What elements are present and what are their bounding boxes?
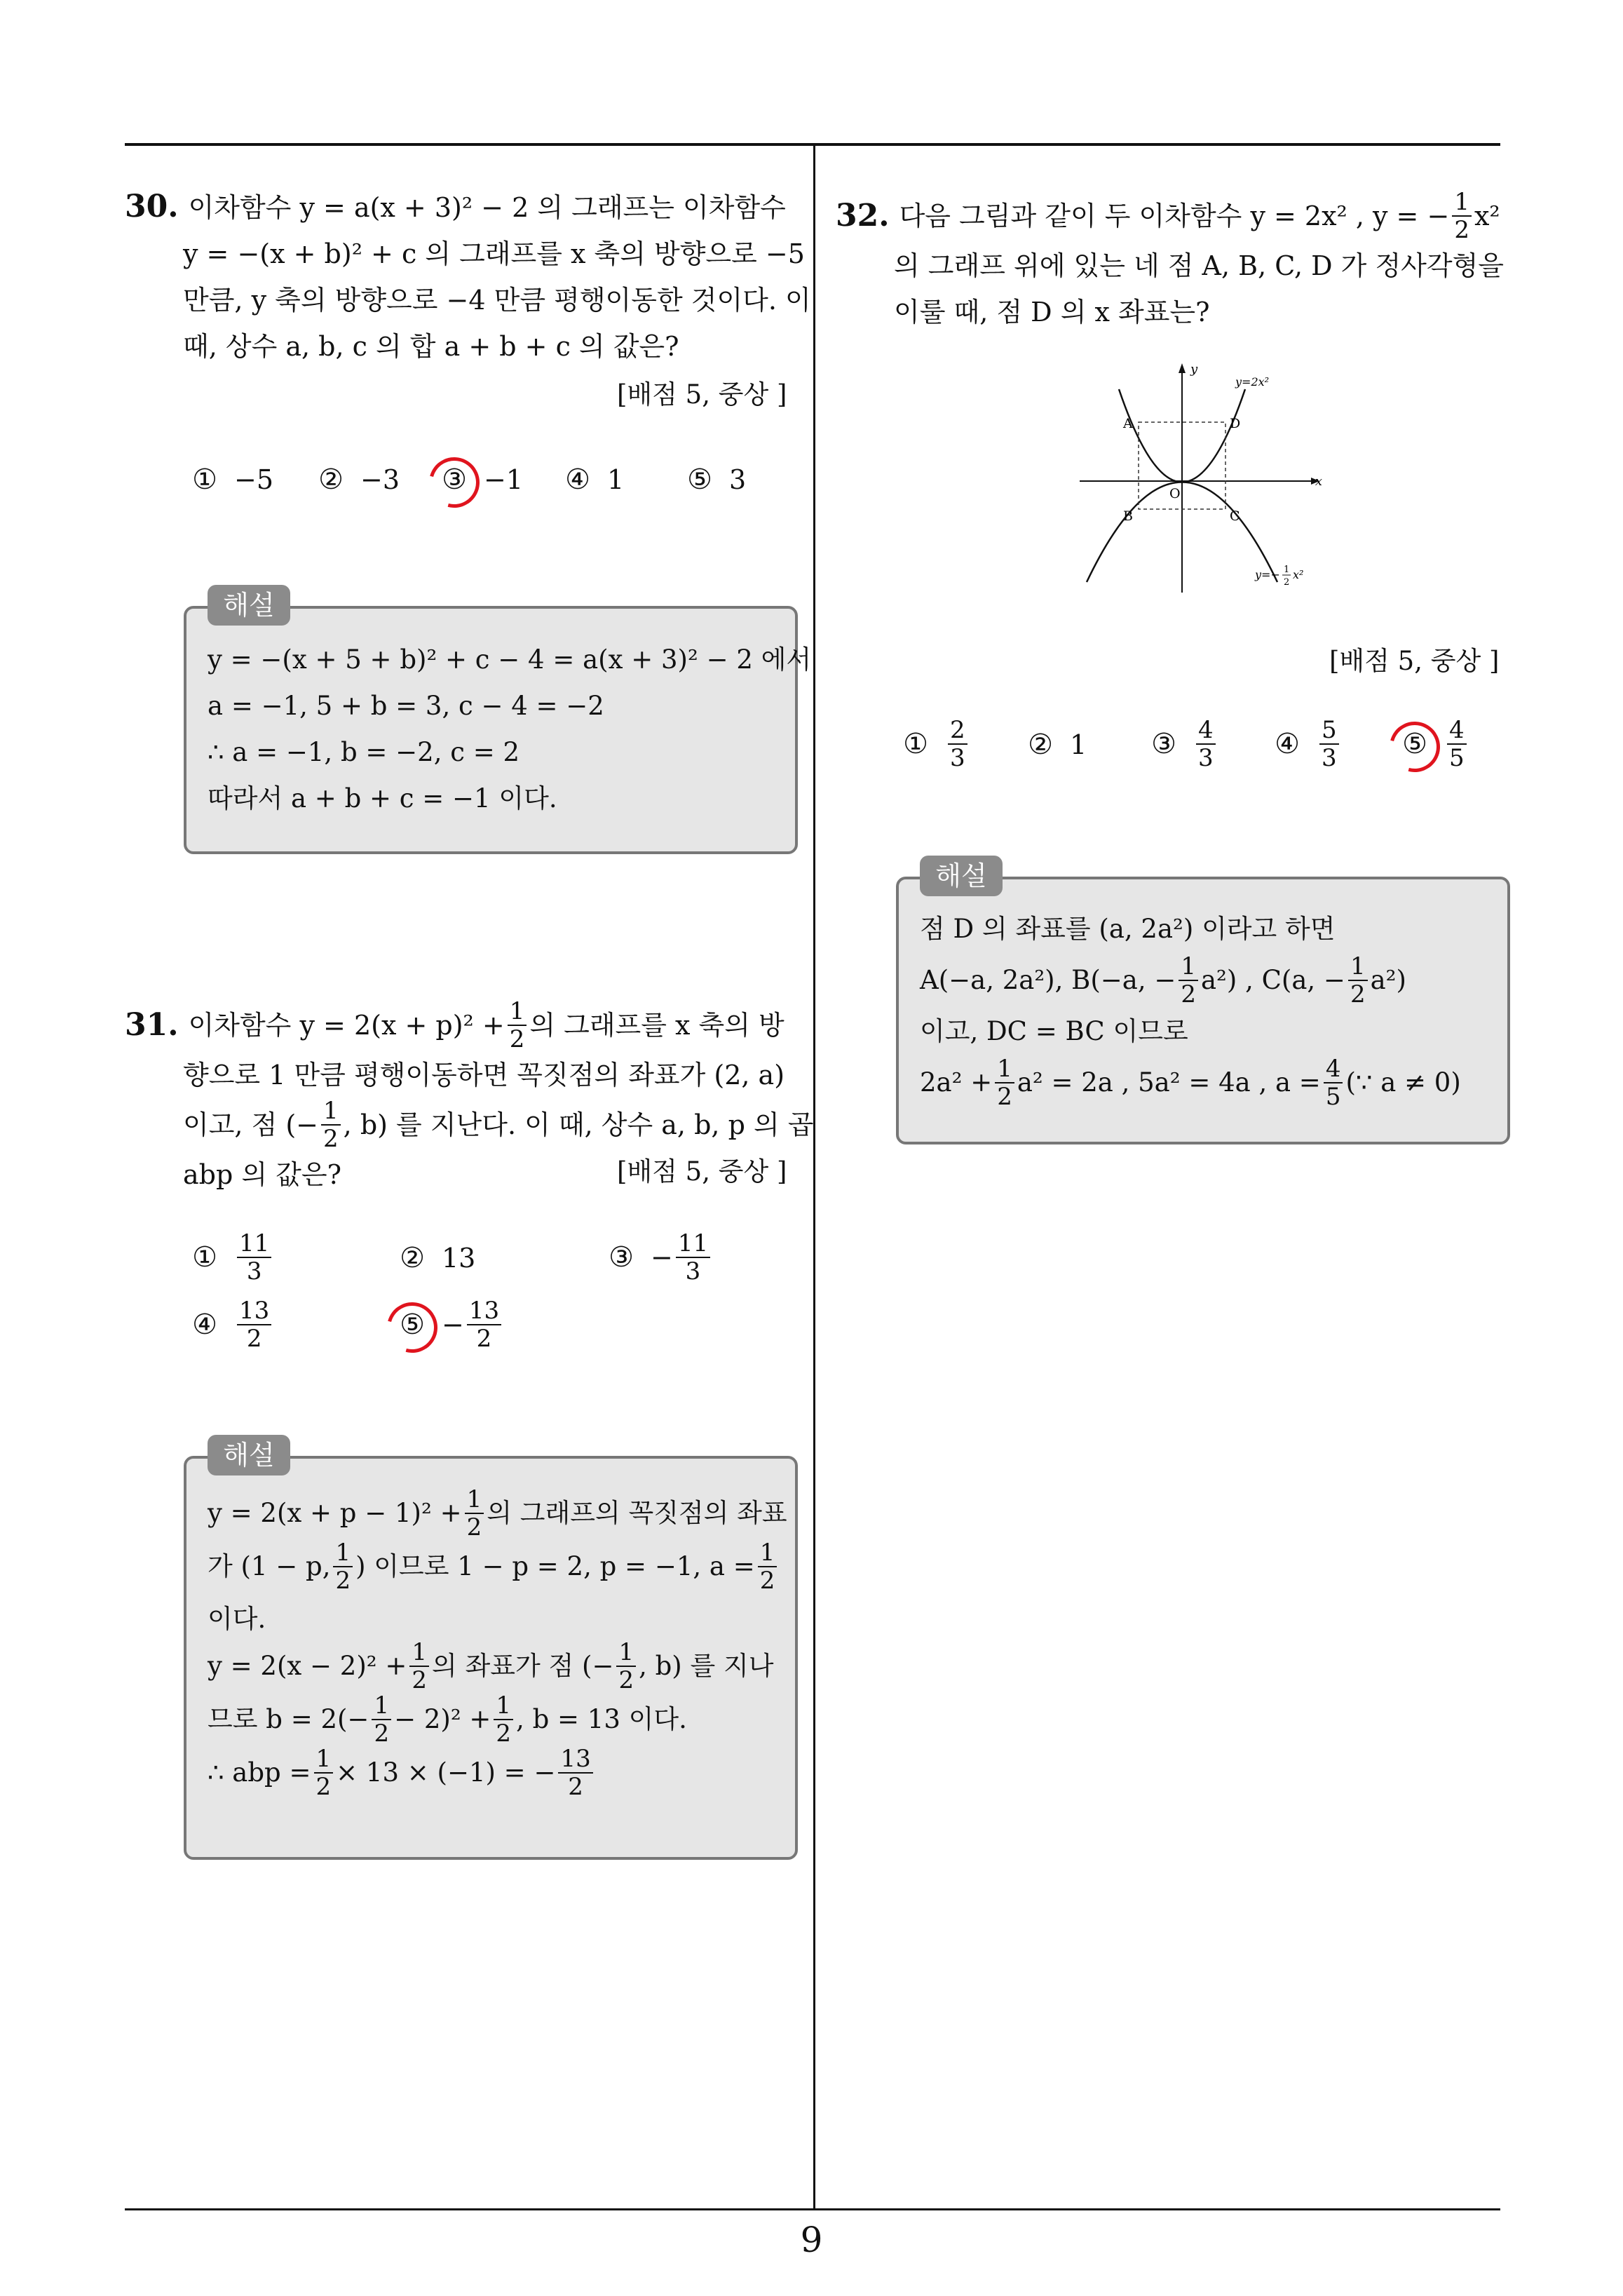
choice-number: ① [903, 728, 928, 760]
question-text-line: 때, 상수 a, b, c 의 합 a + b + c 의 값은? [183, 331, 679, 362]
lower-curve-label: y=− [1255, 568, 1280, 581]
solution-tab: 해설 [920, 856, 1003, 896]
fraction: $\frac{1}{2}$ [508, 998, 527, 1053]
solution-box-30 [184, 606, 812, 854]
choice-number: ④ [192, 1309, 217, 1341]
choice-1[interactable] [189, 464, 273, 495]
lower-label-frac-num: 1 [1284, 565, 1290, 575]
question-number: 31. [125, 1007, 179, 1043]
choices-32 [900, 717, 1489, 794]
point-B-label: B [1123, 508, 1133, 524]
choice-number: ③ [609, 1241, 634, 1274]
point-C-label: C [1230, 508, 1240, 524]
choice-4[interactable] [562, 464, 624, 495]
solution-line: y = −(x + 5 + b)² + c − 4 = a(x + 3)² − 2 에서 [208, 644, 812, 675]
choice-value: −5 [234, 464, 274, 495]
solution-line: ∴ a = −1, b = −2, c = 2 [208, 737, 520, 767]
solution-line: 따라서 a + b + c = −1 이다. [208, 783, 557, 813]
question-30 [125, 184, 811, 370]
choice-value: 1 [607, 464, 625, 495]
score-label: [배점 5, 중상 ] [617, 1156, 787, 1187]
question-number: 32. [836, 198, 890, 234]
choice-1[interactable]: ① $\frac{11}{3}$ [189, 1230, 274, 1285]
marked-answer-circle: ⑤ [1399, 729, 1430, 759]
lower-label-x2: x² [1293, 568, 1304, 581]
bottom-rule [125, 2208, 1500, 2210]
point-A-label: A [1123, 416, 1133, 431]
question-text-line: 만큼, y 축의 방향으로 −4 만큼 평행이동한 것이다. 이 [183, 285, 811, 316]
choice-2[interactable] [397, 1243, 475, 1274]
marked-answer-circle: ③ [439, 464, 470, 495]
question-text-line: 이룰 때, 점 D 의 x 좌표는? [894, 297, 1210, 327]
choice-2[interactable] [315, 464, 400, 495]
choice-3[interactable]: ③ − $\frac{11}{3}$ [606, 1230, 713, 1285]
choice-value: 3 [729, 464, 747, 495]
parabola-graph [1080, 358, 1325, 593]
choices-31 [189, 1230, 764, 1370]
question-number: 30. [125, 189, 179, 224]
question-text-line: 의 그래프 위에 있는 네 점 A, B, C, D 가 정사각형을 [894, 250, 1504, 281]
choice-number: ② [1028, 729, 1053, 761]
solution-box-31: y = 2(x + p − 1)² + $\frac{1}{2}$ 의 그래프의 꼭짓점의 좌표 가 (1 − p, $\frac{1}{2}$ ) 이므로 1 − p = 2, p = −1, a = $\frac{1}{2}$ 이다. y = 2(x − 2)² + $\frac{1}{2}$ 의 좌표가 점 (− $\frac{1}{2}$ , b) 를 지나 므로 b = 2(− $\frac{1}{2}$ − 2)² + $\frac{1}{2}$ , b = 13 이다. ∴ abp = $\frac{1}{2}$ × 13 × (−1) = − $\frac{13}{2}$ [184, 1456, 798, 1860]
choice-2[interactable]: ② 1 [1025, 729, 1087, 760]
choice-3[interactable] [439, 464, 523, 495]
choice-number: ④ [1275, 728, 1300, 760]
question-text: 의 그래프를 x 축의 방 [529, 1010, 785, 1041]
x-axis-label: x [1315, 474, 1322, 489]
choice-4[interactable]: ④ $\frac{13}{2}$ [189, 1297, 274, 1352]
question-text: 이차함수 y = 2(x + p)² + [188, 1010, 505, 1041]
choice-value: −1 [484, 464, 524, 495]
solution-line: a = −1, 5 + b = 3, c − 4 = −2 [208, 691, 604, 721]
question-text: 이고, 점 (− [183, 1109, 319, 1140]
question-text-line: abp 의 값은? [183, 1159, 341, 1190]
y-axis-label: y [1190, 362, 1198, 377]
lower-label-frac-den: 2 [1284, 577, 1290, 588]
choice-5[interactable] [684, 464, 746, 495]
column-divider [813, 144, 815, 2210]
choice-number: ⑤ [687, 464, 712, 496]
fraction: $\frac{1}{2}$ [321, 1098, 341, 1152]
choice-number: ① [192, 464, 217, 496]
page-number: 9 [800, 2220, 823, 2260]
choice-value: −3 [360, 464, 400, 495]
solution-box-32: 점 D 의 좌표를 (a, 2a²) 이라고 하면 A(−a, 2a²), B(−a, − $\frac{1}{2}$ a²) , C(a, − $\frac{1}{2}$ a²) 이고, DC = BC 이므로 2a² + $\frac{1}{2}$ a² = 2a , 5a² = 4a , a = $\frac{4}{5}$ (∵ a ≠ 0) [896, 877, 1510, 1144]
choice-number: ④ [565, 464, 590, 496]
choice-number: ② [400, 1242, 425, 1274]
choice-5[interactable]: ⑤ $\frac{4}{5}$ [1399, 717, 1469, 771]
choice-value: 13 [442, 1243, 476, 1274]
y-axis-arrow [1179, 363, 1186, 373]
question-text-line: 이차함수 y = a(x + 3)² − 2 의 그래프는 이차함수 [188, 192, 786, 223]
question-text: , b) 를 지난다. 이 때, 상수 a, b, p 의 곱 [343, 1109, 814, 1140]
solution-tab: 해설 [208, 1435, 290, 1475]
choice-number: ③ [1151, 728, 1176, 760]
marked-answer-circle: ⑤ [397, 1309, 428, 1340]
point-D-label: D [1230, 416, 1241, 431]
question-32: 32. 다음 그림과 같이 두 이차함수 y = 2x² , y = − $\frac{1}{2}$ x² 의 그래프 위에 있는 네 점 A, B, C, D 가 정사각형을 이룰 때, 점 D 의 x 좌표는? [836, 189, 1509, 335]
choice-5[interactable]: ⑤ − $\frac{13}{2}$ [397, 1297, 504, 1352]
question-text-line: 향으로 1 만큼 평행이동하면 꼭짓점의 좌표가 (2, a) [183, 1060, 785, 1090]
origin-label: O [1169, 486, 1181, 501]
top-rule [125, 143, 1500, 146]
choice-1[interactable]: ① $\frac{2}{3}$ [900, 717, 970, 771]
solution-tab: 해설 [208, 585, 290, 626]
choice-number: ② [318, 464, 344, 496]
choice-number: ① [192, 1241, 217, 1274]
score-label: [배점 5, 중상 ] [617, 379, 787, 410]
choice-4[interactable]: ④ $\frac{5}{3}$ [1272, 717, 1342, 771]
upper-curve-label: y=2x² [1235, 375, 1270, 389]
question-text-line: y = −(x + b)² + c 의 그래프를 x 축의 방향으로 −5 [183, 238, 805, 269]
choice-3[interactable]: ③ $\frac{4}{3}$ [1148, 717, 1218, 771]
score-label: [배점 5, 중상 ] [1329, 646, 1500, 676]
